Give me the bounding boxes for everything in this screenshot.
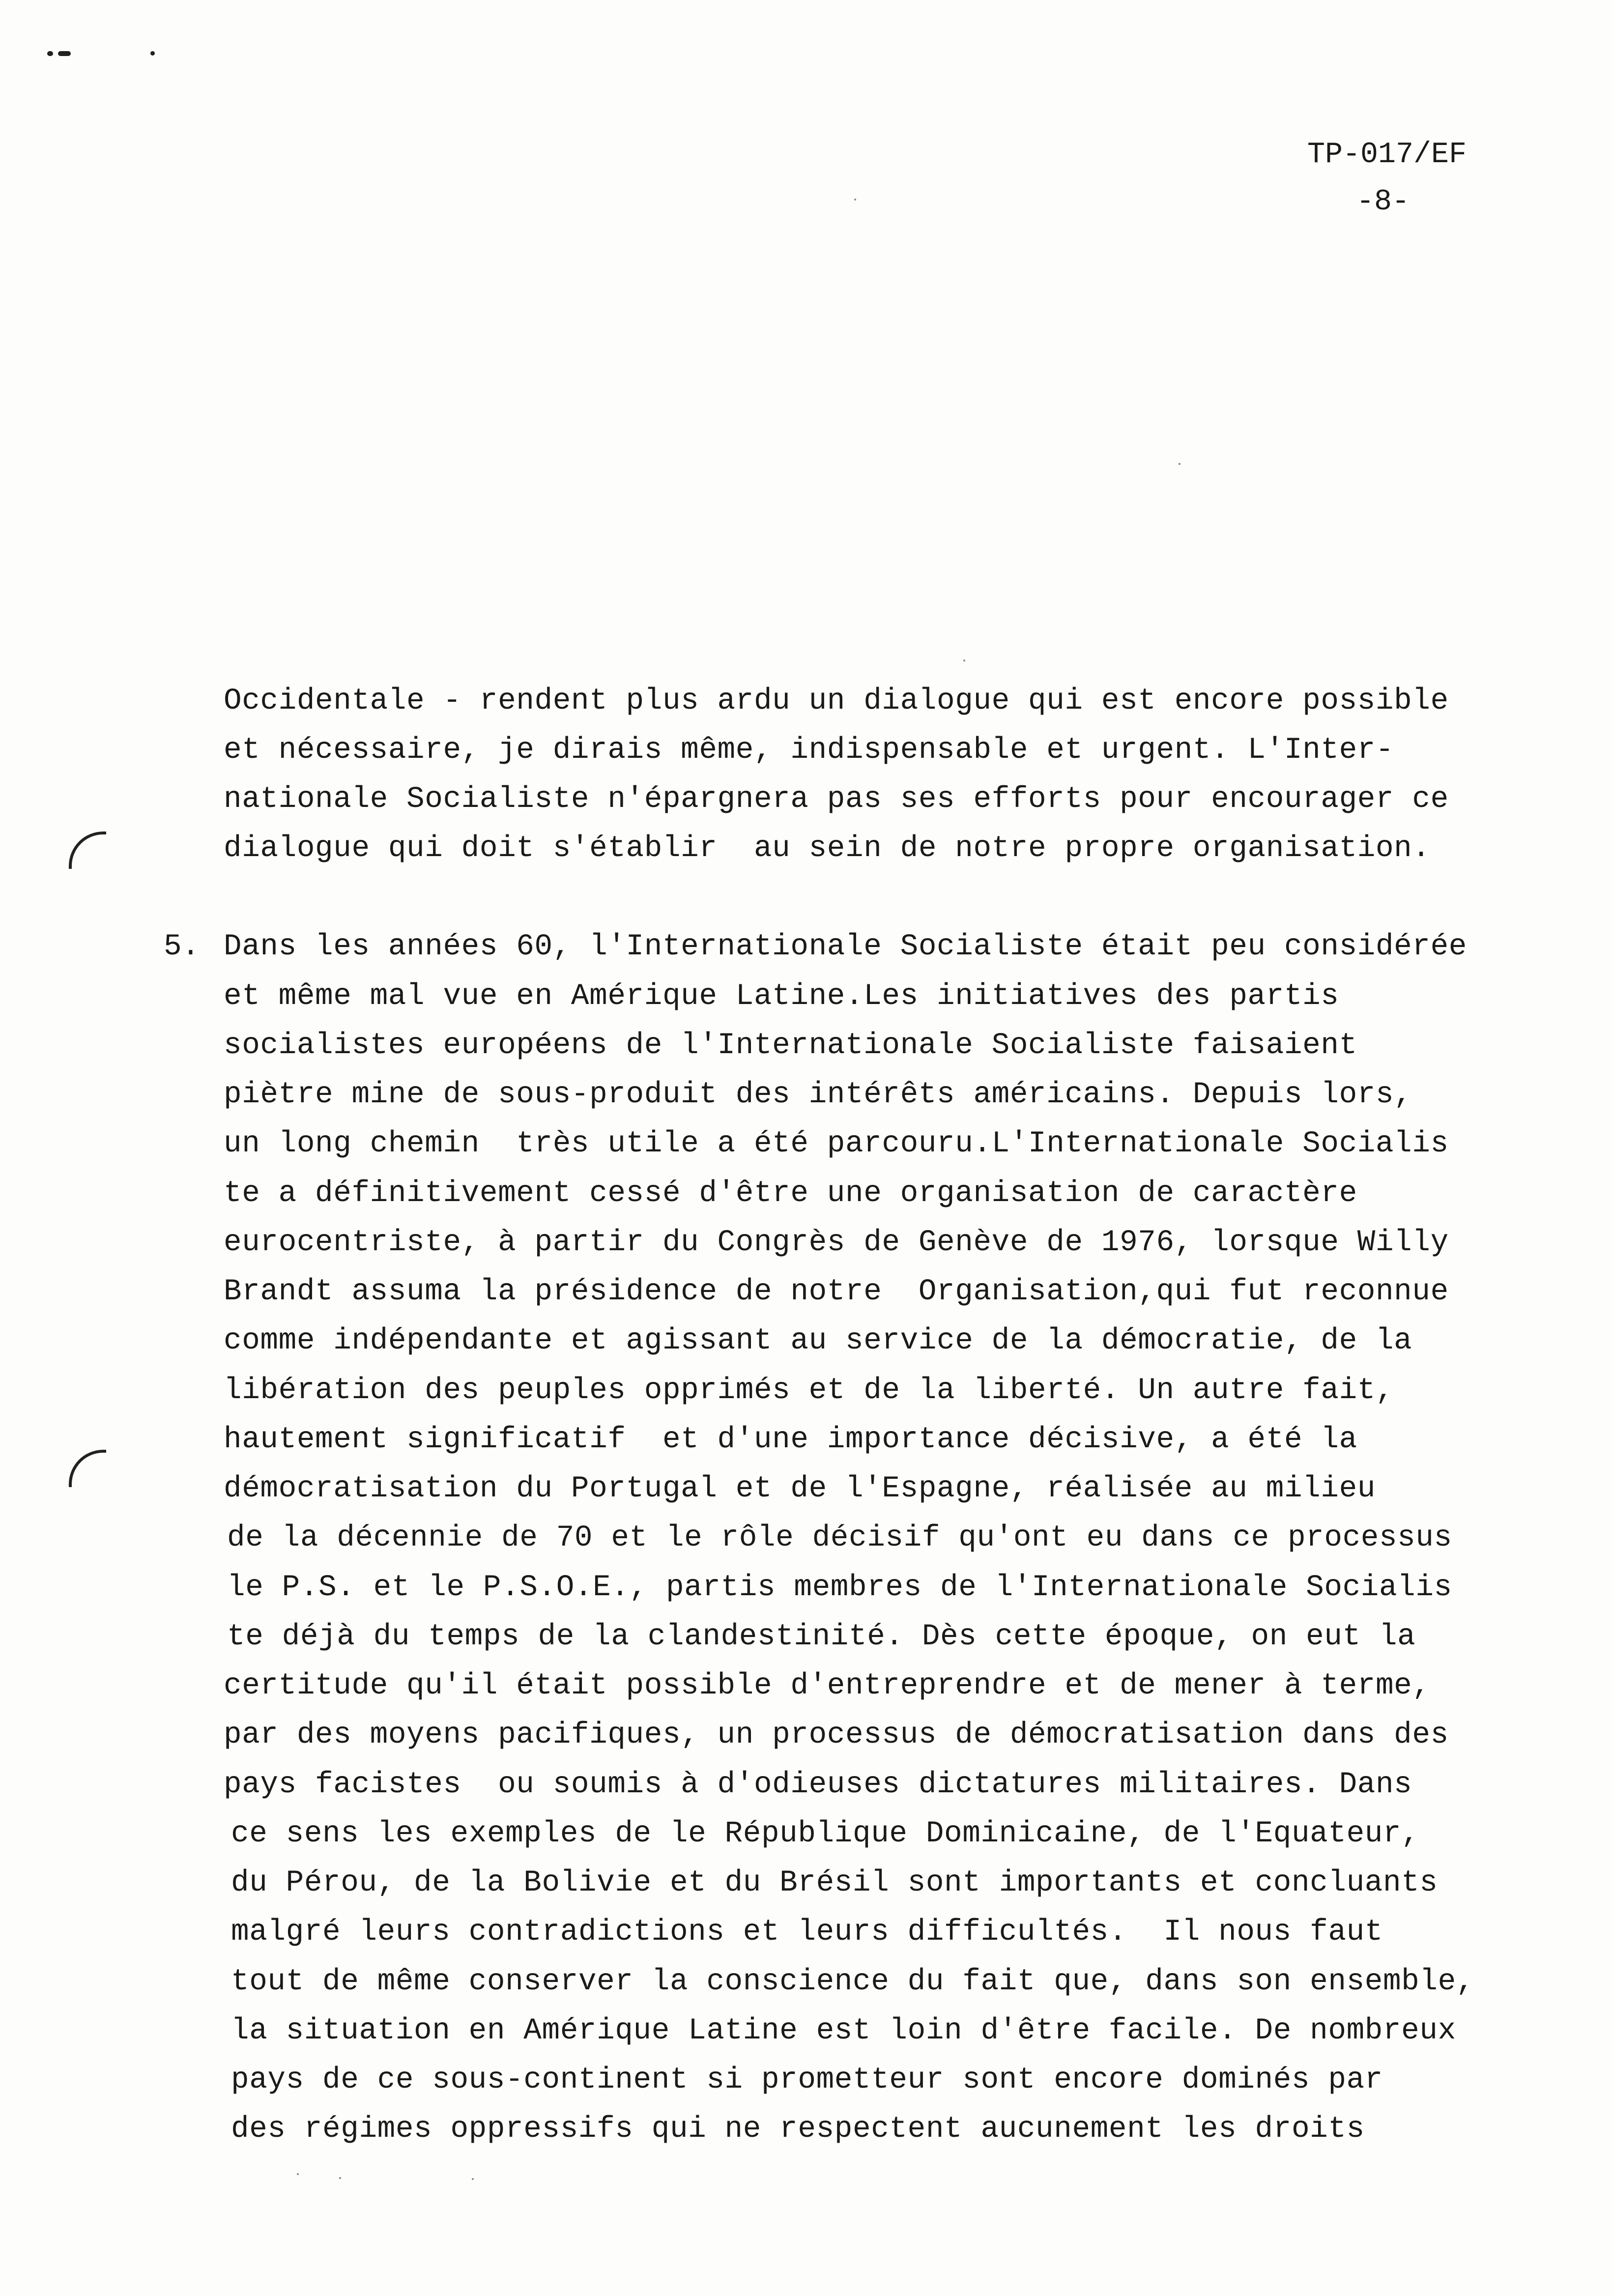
text-line: Dans les années 60, l'Internationale Socialiste était peu considérée (224, 930, 1468, 964)
scan-speck (472, 2178, 474, 2180)
text-line: nationale Socialiste n'épargnera pas ses efforts pour encourager ce (224, 782, 1449, 816)
punch-hole-mark (69, 1450, 106, 1487)
text-line: des régimes oppressifs qui ne respectent aucunement les droits (231, 2112, 1365, 2146)
text-line: le P.S. et le P.S.O.E., partis membres de l'Internationale Socialis (227, 1571, 1452, 1605)
scan-mark (47, 51, 53, 56)
text-line: la situation en Amérique Latine est loin d'être facile. De nombreux (231, 2014, 1456, 2048)
text-line: Brandt assuma la présidence de notre Organisation,qui fut reconnue (224, 1275, 1449, 1309)
text-line: socialistes européens de l'Internationale Socialiste faisaient (224, 1029, 1357, 1062)
text-line: de la décennie de 70 et le rôle décisif qu'ont eu dans ce processus (227, 1521, 1452, 1555)
scan-speck (297, 2173, 299, 2175)
text-line: pays facistes ou soumis à d'odieuses dictatures militaires. Dans (224, 1768, 1412, 1802)
scan-speck (963, 660, 965, 661)
text-line: démocratisation du Portugal et de l'Espagne, réalisée au milieu (224, 1472, 1376, 1506)
text-line: par des moyens pacifiques, un processus de démocratisation dans des (224, 1718, 1449, 1752)
text-line: Occidentale - rendent plus ardu un dialogue qui est encore possible (224, 684, 1449, 718)
text-line: du Pérou, de la Bolivie et du Brésil sont importants et concluants (231, 1866, 1438, 1900)
paragraph-number: 5. (164, 930, 200, 964)
page-number: -8- (1356, 185, 1410, 219)
punch-hole-mark (69, 832, 106, 869)
text-line: et nécessaire, je dirais même, indispensable et urgent. L'Inter- (224, 733, 1394, 767)
text-line: libération des peuples opprimés et de la liberté. Un autre fait, (224, 1374, 1394, 1407)
scan-speck (854, 199, 856, 201)
text-line: dialogue qui doit s'établir au sein de notre propre organisation. (224, 832, 1431, 865)
text-line: te déjà du temps de la clandestinité. Dès cette époque, on eut la (227, 1620, 1416, 1654)
text-line: te a définitivement cessé d'être une organisation de caractère (224, 1177, 1357, 1210)
text-line: un long chemin très utile a été parcouru.L'Internationale Socialis (224, 1127, 1449, 1161)
text-line: comme indépendante et agissant au service de la démocratie, de la (224, 1324, 1412, 1358)
text-line: eurocentriste, à partir du Congrès de Genève de 1976, lorsque Willy (224, 1226, 1449, 1260)
text-line: ce sens les exemples de le République Dominicaine, de l'Equateur, (231, 1817, 1420, 1851)
scan-speck (339, 2177, 341, 2179)
scan-mark (150, 51, 155, 56)
scan-mark (58, 51, 71, 56)
text-line: pays de ce sous-continent si prometteur sont encore dominés par (231, 2063, 1383, 2097)
text-line: malgré leurs contradictions et leurs difficultés. Il nous faut (231, 1915, 1383, 1949)
scan-speck (1179, 463, 1180, 465)
document-reference: TP-017/EF (1307, 138, 1467, 172)
text-line: certitude qu'il était possible d'entreprendre et de mener à terme, (224, 1669, 1431, 1703)
text-line: tout de même conserver la conscience du fait que, dans son ensemble, (231, 1965, 1475, 1999)
text-line: hautement significatif et d'une importance décisive, a été la (224, 1423, 1357, 1457)
text-line: et même mal vue en Amérique Latine.Les initiatives des partis (224, 979, 1339, 1013)
text-line: piètre mine de sous-produit des intérêts américains. Depuis lors, (224, 1078, 1412, 1112)
